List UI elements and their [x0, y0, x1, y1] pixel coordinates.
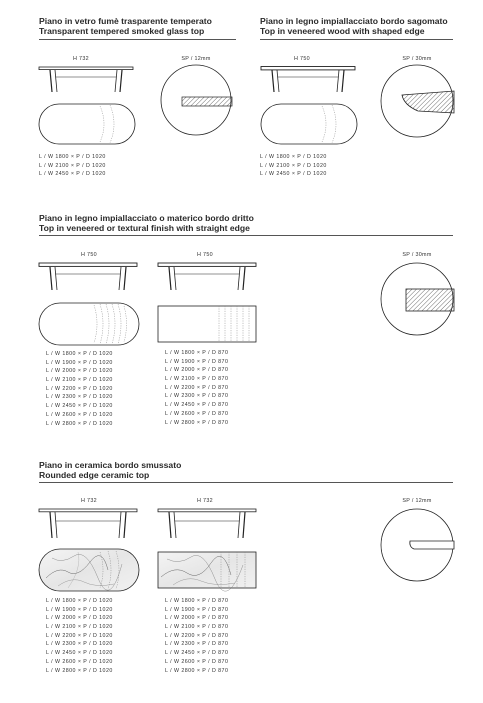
section-4-top-view-rect-marble: [157, 551, 257, 589]
section-3-edge-detail: [380, 262, 454, 336]
section-1-top-view-oval: [38, 103, 136, 145]
dimension-row: L / W 2300 × P / D 1020: [46, 394, 113, 401]
dimension-row: L / W 2200 × P / D 1020: [46, 385, 113, 392]
dimension-row: L / W 2450 × P / D 1020: [39, 171, 106, 178]
dimension-row: L / W 2100 × P / D 1020: [260, 162, 327, 169]
dimension-row: L / W 2300 × P / D 870: [165, 393, 229, 400]
section-1-title-it: Piano in vetro fumè trasparente temperato: [39, 16, 212, 26]
section-1-edge-detail: [160, 64, 232, 136]
section-3-thickness-label: SP / 30mm: [402, 252, 432, 258]
dimension-row: L / W 1900 × P / D 1020: [46, 359, 113, 366]
dimension-row: L / W 1800 × P / D 1020: [46, 351, 113, 357]
section-4-dimensions-oval: [46, 597, 113, 675]
section-3-side-view-rect: [155, 260, 259, 292]
section-4-height-label-oval: H 732: [81, 498, 97, 504]
dimension-row: L / W 2600 × P / D 870: [165, 410, 229, 417]
section-1-side-view: [36, 64, 136, 94]
dimension-row: L / W 2800 × P / D 870: [165, 419, 229, 426]
dimension-row: L / W 2300 × P / D 1020: [46, 641, 113, 648]
dimension-row: L / W 2200 × P / D 1020: [46, 632, 113, 639]
section-4-title-en: Rounded edge ceramic top: [39, 470, 150, 480]
section-1-title-en: Transparent tempered smoked glass top: [39, 26, 205, 36]
dimension-row: L / W 2450 × P / D 1020: [46, 403, 113, 410]
dimension-row: L / W 2100 × P / D 1020: [39, 162, 106, 169]
section-3-dimensions-oval: [46, 350, 113, 428]
section-4-side-view-rect: [155, 506, 259, 540]
section-1-thickness-label: SP / 12mm: [181, 56, 211, 62]
section-3-side-view-oval: [36, 260, 140, 292]
dimension-row: L / W 2450 × P / D 870: [165, 402, 229, 409]
section-4-divider: [39, 482, 453, 483]
section-3-height-label-oval: H 750: [81, 252, 97, 258]
dimension-row: L / W 2450 × P / D 1020: [260, 171, 327, 178]
dimension-row: L / W 2450 × P / D 1020: [46, 650, 113, 657]
section-3-title-it: Piano in legno impiallacciato o materico bordo dritto: [39, 213, 254, 223]
dimension-row: L / W 1800 × P / D 1020: [46, 598, 113, 604]
section-3-dimensions-rect: [165, 349, 228, 427]
section-2-edge-detail: [380, 64, 454, 138]
section-1-divider: [39, 39, 236, 40]
section-4-thickness-label: SP / 12mm: [402, 498, 432, 504]
section-1-dimensions: [39, 153, 106, 179]
section-3-top-view-rect: [157, 305, 257, 343]
dimension-row: L / W 2000 × P / D 870: [165, 615, 229, 622]
dimension-row: L / W 2000 × P / D 870: [165, 367, 229, 374]
dimension-row: L / W 1900 × P / D 870: [165, 358, 229, 365]
dimension-row: L / W 2600 × P / D 1020: [46, 658, 113, 665]
dimension-row: L / W 1900 × P / D 1020: [46, 606, 113, 613]
dimension-row: L / W 2200 × P / D 870: [165, 384, 229, 391]
dimension-row: L / W 2450 × P / D 870: [165, 650, 229, 657]
dimension-row: L / W 1800 × P / D 1020: [260, 154, 327, 160]
dimension-row: L / W 2100 × P / D 1020: [46, 624, 113, 631]
section-4-dimensions-rect: [165, 597, 228, 675]
section-4-side-view-oval: [36, 506, 140, 540]
section-4-edge-detail: [380, 508, 454, 582]
dimension-row: L / W 2600 × P / D 870: [165, 658, 229, 665]
section-3-title-en: Top in veneered or textural finish with straight edge: [39, 223, 250, 233]
section-2-side-view: [258, 64, 358, 94]
dimension-row: L / W 2800 × P / D 870: [165, 667, 229, 674]
section-2-height-label: H 750: [294, 56, 310, 62]
dimension-row: L / W 2800 × P / D 1020: [46, 667, 113, 674]
dimension-row: L / W 2100 × P / D 870: [165, 624, 229, 631]
dimension-row: L / W 1800 × P / D 870: [165, 598, 229, 604]
dimension-row: L / W 2600 × P / D 1020: [46, 411, 113, 418]
section-2-title-it: Piano in legno impiallacciato bordo sagomato: [260, 16, 448, 26]
section-3-height-label-rect: H 750: [197, 252, 213, 258]
section-2-thickness-label: SP / 30mm: [402, 56, 432, 62]
dimension-row: L / W 2300 × P / D 870: [165, 641, 229, 648]
section-3-top-view-oval: [38, 302, 140, 346]
section-4-height-label-rect: H 732: [197, 498, 213, 504]
dimension-row: L / W 1800 × P / D 870: [165, 350, 229, 356]
dimension-row: L / W 2000 × P / D 1020: [46, 615, 113, 622]
section-2-title-en: Top in veneered wood with shaped edge: [260, 26, 425, 36]
dimension-row: L / W 2100 × P / D 1020: [46, 377, 113, 384]
section-1-height-label: H 732: [73, 56, 89, 62]
dimension-row: L / W 2200 × P / D 870: [165, 632, 229, 639]
section-2-divider: [260, 39, 453, 40]
section-2-dimensions: [260, 153, 327, 179]
dimension-row: L / W 1900 × P / D 870: [165, 606, 229, 613]
dimension-row: L / W 2100 × P / D 870: [165, 376, 229, 383]
section-2-top-view-oval: [260, 103, 358, 145]
section-4-top-view-oval-marble: [38, 548, 140, 592]
section-3-divider: [39, 235, 453, 236]
dimension-row: L / W 2000 × P / D 1020: [46, 368, 113, 375]
section-4-title-it: Piano in ceramica bordo smussato: [39, 460, 182, 470]
dimension-row: L / W 2800 × P / D 1020: [46, 420, 113, 427]
dimension-row: L / W 1800 × P / D 1020: [39, 154, 106, 160]
